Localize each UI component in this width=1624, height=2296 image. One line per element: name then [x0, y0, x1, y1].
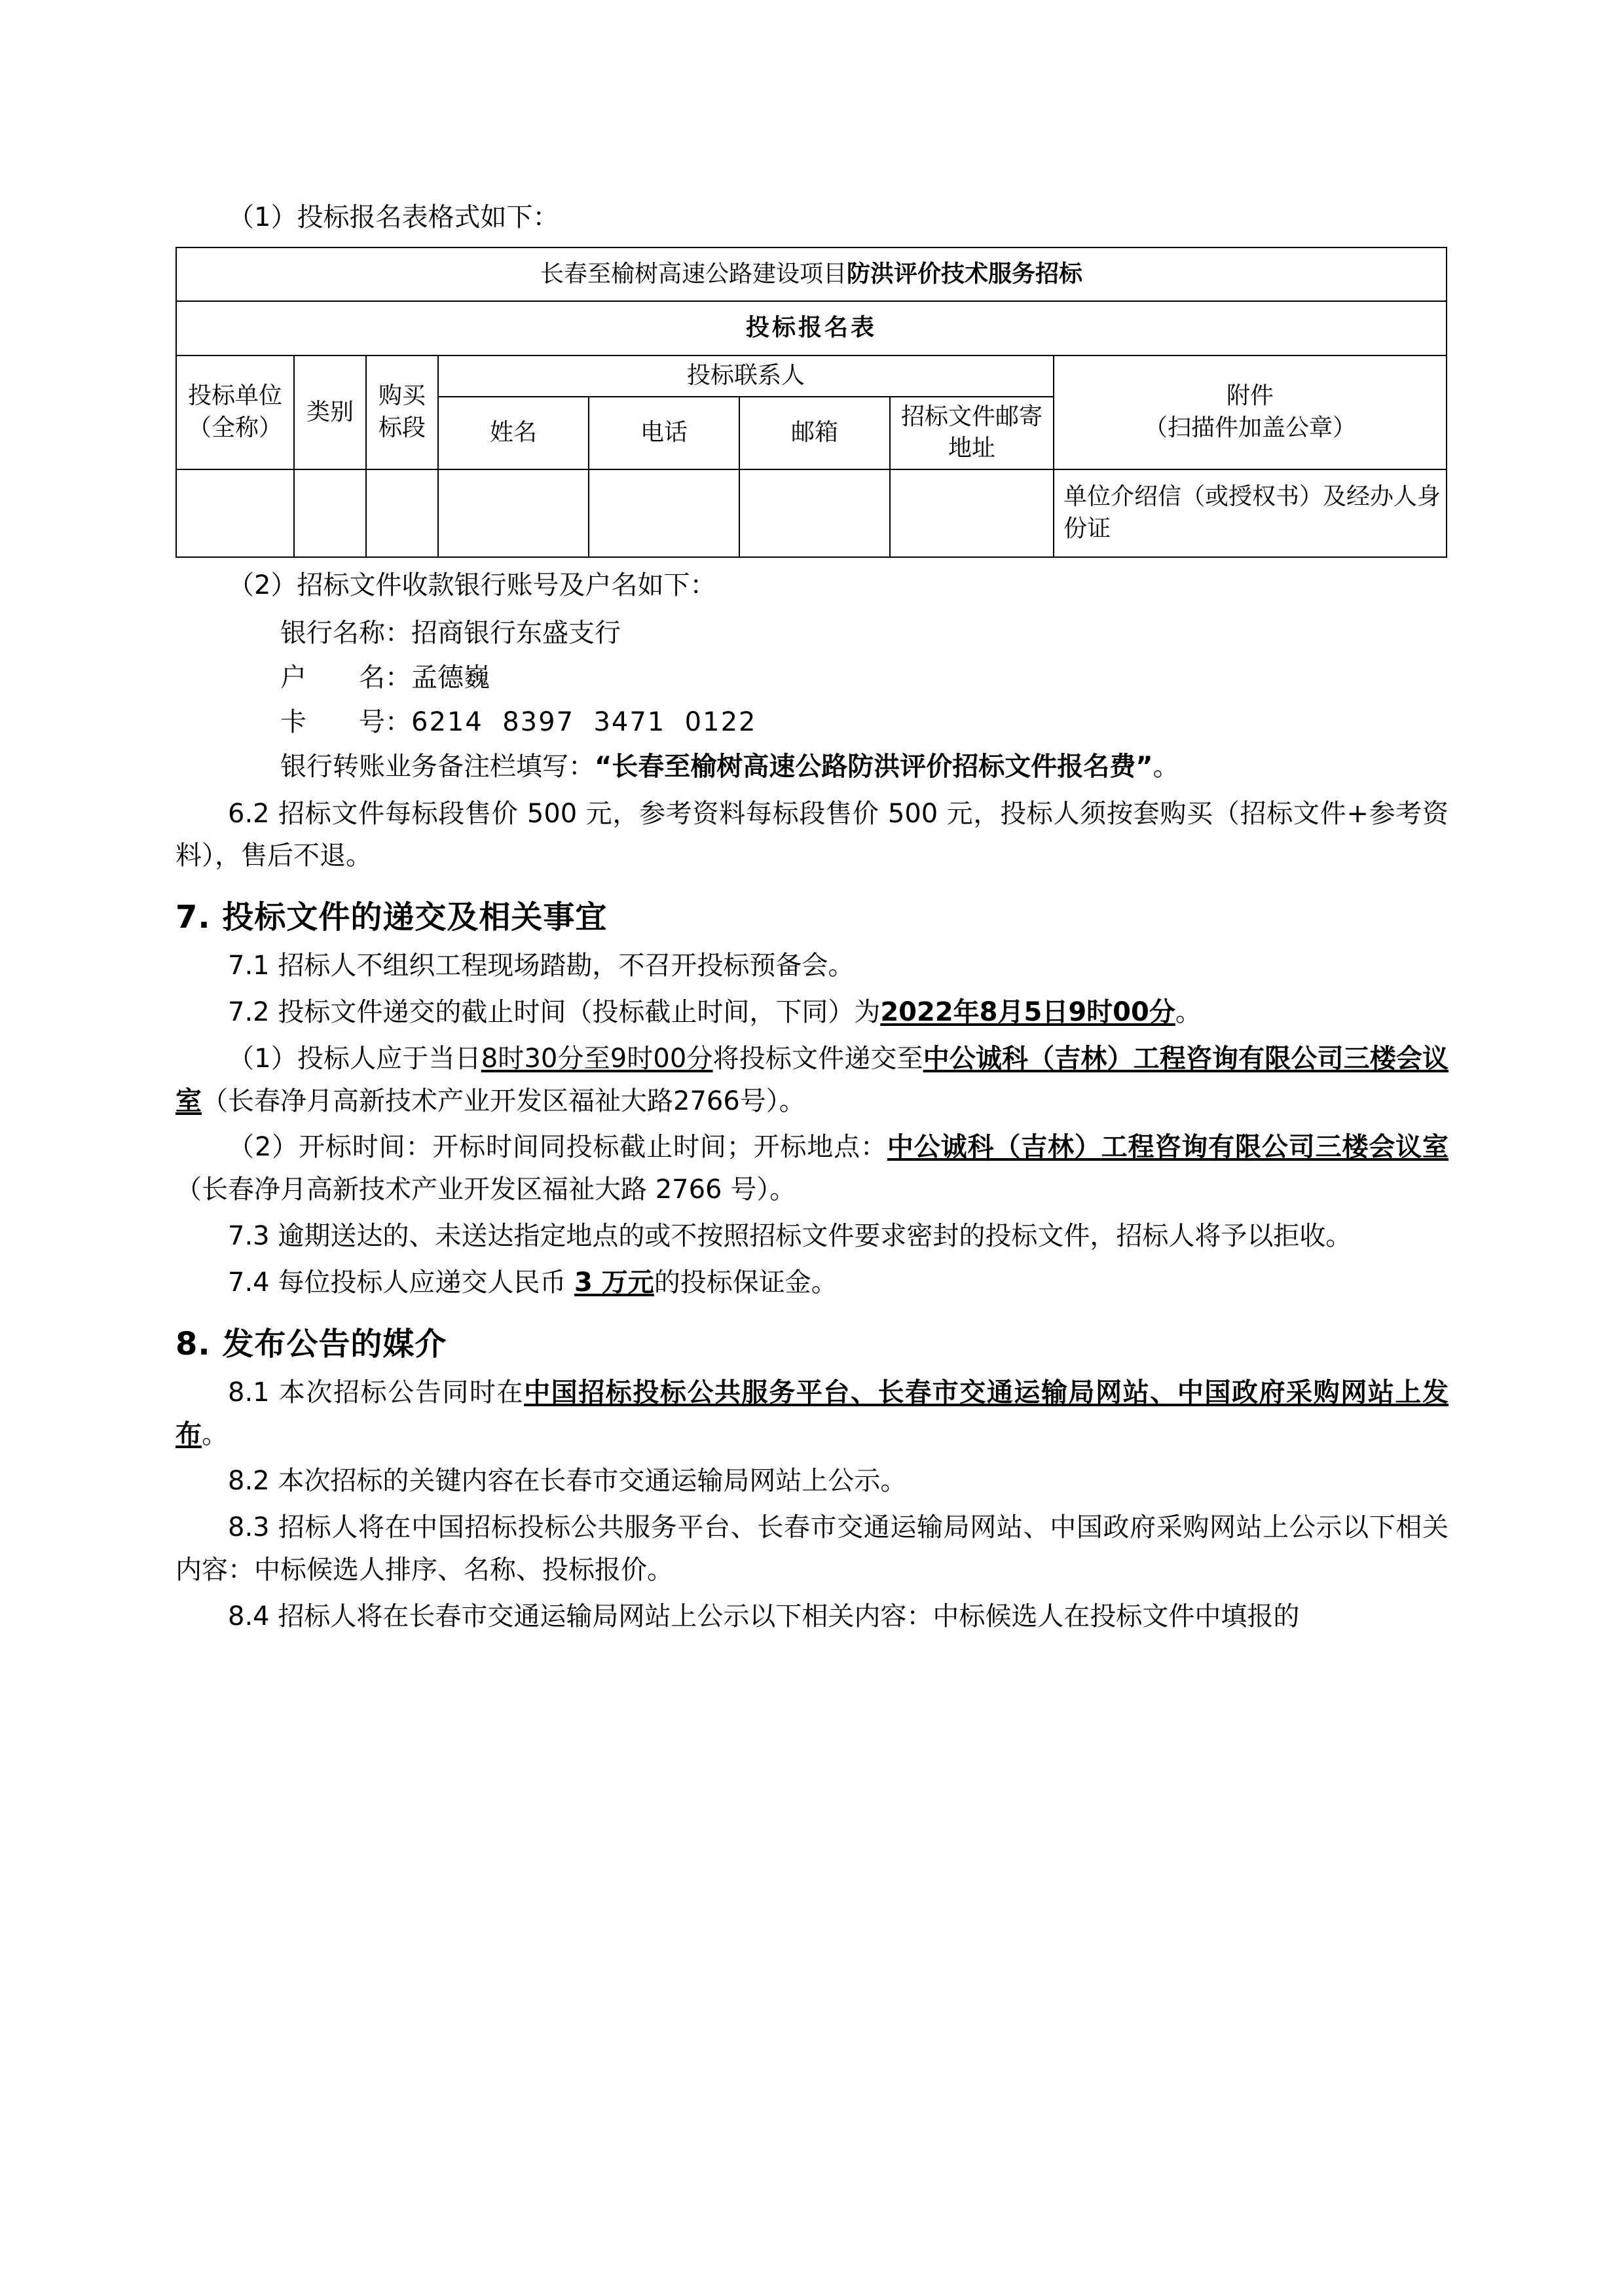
clause-7-2: [175, 991, 1449, 1034]
header-attachment-sub: （扫描件加盖公章）: [1144, 414, 1357, 441]
clause-7-2-pre: 7.2 投标文件递交的截止时间（投标截止时间，下同）为: [228, 996, 881, 1027]
header-contact-name: 姓名: [438, 397, 589, 469]
cell-phone-value[interactable]: [589, 469, 739, 557]
bank-account-line: [175, 655, 1449, 700]
clause-8-4: 8.4 招标人将在长春市交通运输局网站上公示以下相关内容：中标候选人在投标文件中填报的: [228, 1601, 1300, 1631]
cell-unit-value[interactable]: [176, 469, 294, 557]
cell-address-value[interactable]: [890, 469, 1054, 557]
clause-7-1: 7.1 招标人不组织工程现场踏勘，不召开投标预备会。: [228, 951, 855, 981]
clause-7-2-deadline: 2022年8月5日9时00分: [880, 996, 1175, 1027]
clause-8-1-media: 中国招标投标公共服务平台、长春市交通运输局网站、中国政府采购网站上发布: [175, 1377, 1449, 1450]
cell-name-value[interactable]: [438, 469, 589, 557]
cell-attachment-value: 单位介绍信（或授权书）及经办人身份证: [1054, 469, 1447, 557]
table-row-header-1: [176, 355, 1447, 397]
header-contact-email: 邮箱: [739, 397, 890, 469]
clause-7-4-pre: 7.4 每位投标人应递交人民币: [228, 1267, 575, 1298]
clause-7-2-1-post: （长春净月高新技术产业开发区福祉大路2766号）。: [202, 1085, 805, 1116]
cell-email-value[interactable]: [739, 469, 890, 557]
bank-remark-line: [175, 744, 1449, 789]
clause-7-3: 7.3 逾期送达的、未送达指定地点的或不按照招标文件要求密封的投标文件，招标人将予以拒收。: [228, 1220, 1352, 1251]
header-purchase-section: 购买标段: [366, 355, 438, 469]
header-mail-address: 招标文件邮寄地址: [890, 397, 1054, 469]
clause-7-2-1: [175, 1038, 1449, 1123]
clause-7-2-2-pre: （2）开标时间：开标时间同投标截止时间；开标地点：: [228, 1132, 887, 1163]
bank-account-label: 户 名：: [280, 662, 411, 693]
bank-card-label: 卡 号：: [280, 706, 411, 737]
bank-name-label: 银行名称：: [280, 617, 411, 648]
clause-8-1-pre: 8.1 本次招标公告同时在: [228, 1377, 525, 1408]
clause-7-4-amount: 3 万元: [574, 1267, 654, 1298]
bank-remark-prefix: 银行转账业务备注栏填写：: [280, 751, 595, 782]
header-bidder-unit: 投标单位（全称）: [176, 355, 294, 469]
clause-7-2-1-mid: 将投标文件递交至: [712, 1043, 923, 1074]
header-attachment: [1054, 355, 1447, 469]
clause-8-1-post: 。: [202, 1419, 228, 1450]
bid-form-intro: （1）投标报名表格式如下：: [228, 202, 559, 232]
header-category: 类别: [294, 355, 366, 469]
table-title-cell: [176, 247, 1447, 302]
header-attachment-main: 附件: [1227, 382, 1274, 410]
clause-7-2-1-time: 8时30分至9时00分: [481, 1043, 713, 1074]
section-8-heading: 8. 发布公告的媒介: [175, 1325, 447, 1362]
bank-intro: （2）招标文件收款银行账号及户名如下：: [228, 570, 716, 600]
table-row-title: [176, 247, 1447, 302]
header-contact-phone: 电话: [589, 397, 739, 469]
table-row-bigtitle: [176, 301, 1447, 355]
clause-7-2-2-location: 中公诚科（吉林）工程咨询有限公司三楼会议室: [887, 1132, 1449, 1163]
clause-8-3: 8.3 招标人将在中国招标投标公共服务平台、长春市交通运输局网站、中国政府采购网站上公示以下相关内容：中标候选人排序、名称、投标报价。: [175, 1512, 1449, 1585]
cell-section-value[interactable]: [366, 469, 438, 557]
bank-name-value: 招商银行东盛支行: [411, 617, 621, 648]
clause-8-1: [175, 1372, 1449, 1457]
table-row-blank: [176, 469, 1447, 557]
bid-registration-table: [175, 247, 1447, 558]
clause-8-2: 8.2 本次招标的关键内容在长春市交通运输局网站上公示。: [228, 1466, 907, 1497]
table-title-bold: 防洪评价技术服务招标: [847, 260, 1083, 287]
clause-7-4-post: 的投标保证金。: [654, 1267, 838, 1298]
table-bigtitle-cell: 投标报名表: [176, 301, 1447, 355]
header-contact-group: 投标联系人: [438, 355, 1054, 397]
section-7-heading: 7. 投标文件的递交及相关事宜: [175, 899, 608, 936]
cell-category-value[interactable]: [294, 469, 366, 557]
bank-account-value: 孟德巍: [411, 662, 490, 693]
clause-7-2-post: 。: [1175, 996, 1202, 1027]
clause-6-2: 6.2 招标文件每标段售价 500 元，参考资料每标段售价 500 元，投标人须按套购买（招标文件+参考资料），售后不退。: [175, 798, 1449, 871]
table-title-normal: 长春至榆树高速公路建设项目: [540, 260, 847, 287]
bank-card-line: [175, 700, 1449, 744]
bank-remark-suffix: 。: [1153, 751, 1179, 782]
clause-7-4: [175, 1262, 1449, 1304]
clause-7-2-2: [175, 1126, 1449, 1211]
bank-remark-quoted: “长春至榆树高速公路防洪评价招标文件报名费”: [595, 751, 1153, 782]
clause-7-2-2-post: （长春净月高新技术产业开发区福祉大路 2766 号）。: [175, 1175, 796, 1205]
clause-7-2-1-location: 中公诚科（吉林）工程咨询有限公司三楼会议室: [175, 1043, 1449, 1116]
bank-card-value: 6214 8397 3471 0122: [411, 706, 757, 737]
clause-7-2-1-pre: （1）投标人应于当日: [228, 1043, 481, 1074]
bank-name-line: [175, 611, 1449, 655]
